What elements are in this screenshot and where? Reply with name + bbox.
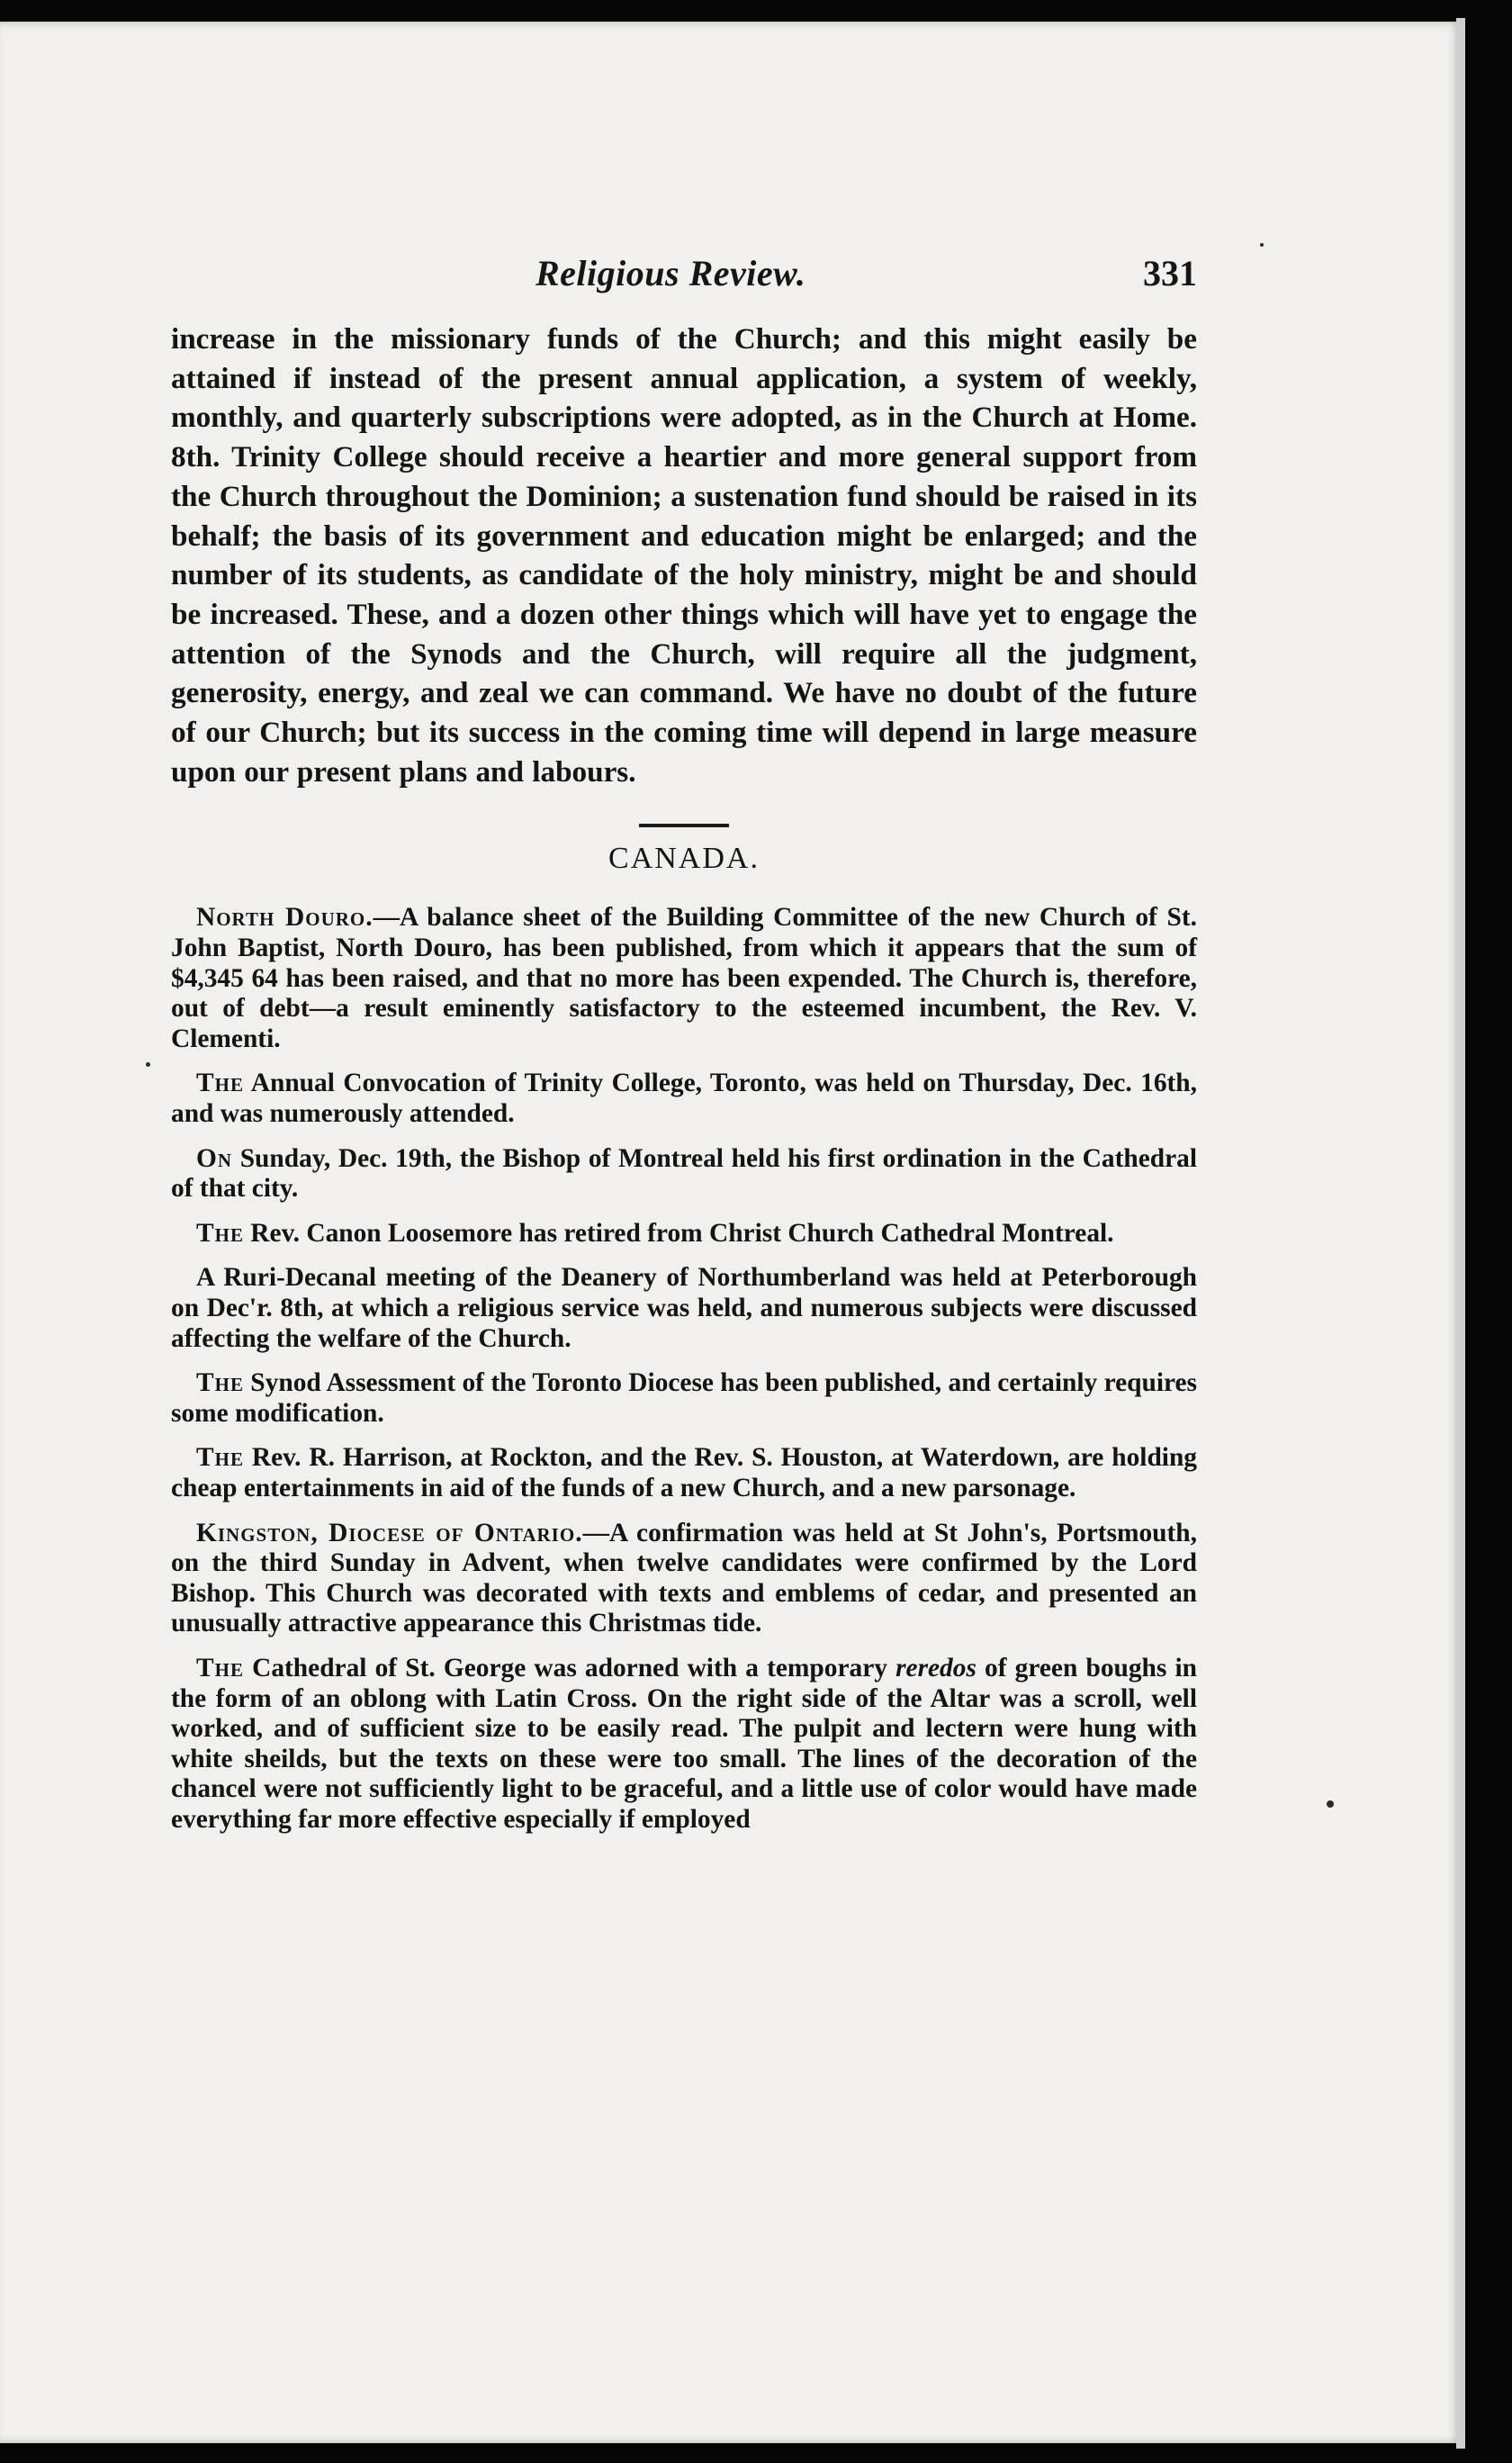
item-lead: Kingston, Diocese of Ontario. <box>196 1518 583 1547</box>
news-item-entertainments <box>171 1443 1197 1503</box>
page-body <box>171 320 1197 1849</box>
news-item-north-douro <box>171 903 1197 1054</box>
item-text: —A balance sheet of the Building Committee of the new Church of St. John Baptist, North Douro, has been published, from which it appears that the sum of $4,345 64 has been raised, and that no more has been expended. The Church is, therefore, out of debt—a result eminently satisfactory to the esteemed incumbent, the Rev. V. Clementi. <box>171 903 1198 1053</box>
item-text: —A confirmation was held at St John's, Portsmouth, on the third Sunday in Advent, when twelve candidates were confirmed by the Lord Bishop. This Church was decorated with texts and emblems of cedar, and presented an unusually attractive appearance this Christmas tide. <box>171 1518 1197 1638</box>
item-text: Rev. Canon Loosemore has retired from Christ Church Cathedral Montreal. <box>243 1218 1114 1248</box>
news-item-ordination <box>171 1144 1197 1204</box>
news-item-cathedral <box>171 1654 1197 1836</box>
italic-word: reredos <box>896 1653 976 1683</box>
item-text: Synod Assessment of the Toronto Diocese has been published, and certainly requires some modification. <box>171 1368 1197 1428</box>
running-title: Religious Review. <box>536 253 806 293</box>
news-item-kingston <box>171 1519 1197 1639</box>
scan-speck <box>1260 243 1264 247</box>
news-item-ruri-decanal <box>171 1263 1197 1354</box>
item-lead: The <box>196 1443 244 1473</box>
item-lead: The <box>196 1653 244 1683</box>
item-lead: The <box>196 1368 244 1398</box>
scan-speck <box>1327 1800 1334 1808</box>
page-edge <box>1456 18 1465 2449</box>
page-number: 331 <box>1143 253 1197 293</box>
news-item-convocation <box>171 1069 1197 1129</box>
lead-paragraph: increase in the missionary funds of the Church; and this might easily be attained if instead of the present annual application, a system of weekly, monthly, and quarterly subscriptions were adopted, as in the Church at Home. 8th. Trinity College should receive a heartier and more general support from the Church throughout the Dominion; a sustenation fund should be raised in its behalf; the basis of its government and education might be enlarged; and the number of its students, as candidate of the holy ministry, might be and should be increased. These, and a dozen other things which will have yet to engage the attention of the Synods and the Church, will require all the judgment, generosity, energy, and zeal we can command. We have no doubt of the future of our Church; but its success in the coming time will depend in large measure upon our present plans and labours. <box>171 322 1197 789</box>
page-header <box>171 252 1197 306</box>
scan-speck <box>146 1062 150 1067</box>
item-lead: The <box>196 1218 244 1248</box>
item-text: Rev. R. Harrison, at Rockton, and the Rev. S. Houston, at Waterdown, are holding cheap entertainments in aid of the funds of a new Church, and a new parsonage. <box>171 1443 1197 1502</box>
news-item-canon-loosemore <box>171 1219 1197 1250</box>
item-text-before-italic: Cathedral of St. George was adorned with a temporary <box>243 1653 896 1683</box>
section-divider <box>639 824 729 827</box>
item-text: Sunday, Dec. 19th, the Bishop of Montreal held his first ordination in the Cathedral of that city. <box>171 1143 1197 1204</box>
item-lead: On <box>196 1143 233 1173</box>
section-title: CANADA. <box>608 842 760 876</box>
item-text: of green boughs in the form of an oblong with Latin Cross. On the right side of the Altar was a scroll, well worked, and of sufficient size to be easily read. The pulpit and lectern were hung with white sheilds, but the texts on these were too small. The lines of the decoration of the chancel were not sufficiently light to be graceful, and a little use of color would have made everything far more effective especially if employed <box>171 1653 1197 1834</box>
item-text: A Ruri-Decanal meeting of the Deanery of Northumberland was held at Peterborough on Dec'r. 8th, at which a religious service was held, and numerous subjects were discussed affecting the welfare of the Church. <box>171 1263 1197 1353</box>
news-item-synod-assessment <box>171 1368 1197 1429</box>
item-lead: The <box>196 1069 244 1098</box>
item-text: Annual Convocation of Trinity College, Toronto, was held on Thursday, Dec. 16th, and was numerously attended. <box>171 1069 1197 1128</box>
item-lead: North Douro. <box>196 903 374 933</box>
